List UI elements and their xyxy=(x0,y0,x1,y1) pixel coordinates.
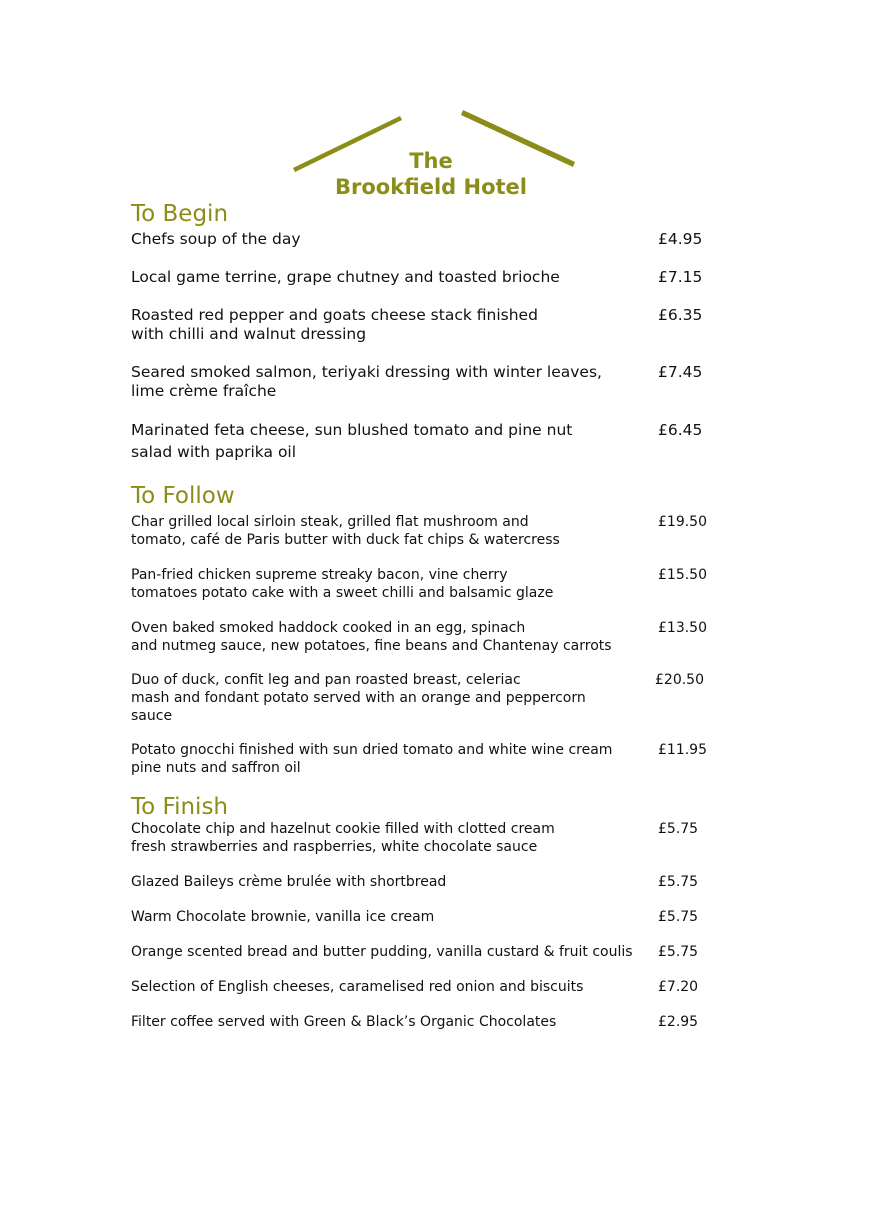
item-line: Pan-fried chicken supreme streaky bacon, vine cherry xyxy=(131,567,508,583)
item-line: Roasted red pepper and goats cheese stack finished xyxy=(131,306,538,324)
item-price: £2.95 xyxy=(658,1014,699,1030)
item-price: £11.95 xyxy=(658,742,707,758)
item-price: £5.75 xyxy=(658,874,699,890)
item-line: with chilli and walnut dressing xyxy=(131,325,367,343)
item-description xyxy=(131,908,641,926)
item-price: £4.95 xyxy=(658,230,703,248)
item-description xyxy=(131,619,641,655)
item-line: sauce xyxy=(131,708,173,724)
item-price: £13.50 xyxy=(658,620,707,636)
item-line: Filter coffee served with Green & Black’s Organic Chocolates xyxy=(131,1014,557,1030)
menu-item xyxy=(131,619,731,655)
item-price: £19.50 xyxy=(658,514,707,530)
menu-item xyxy=(131,908,731,926)
item-line: Oven baked smoked haddock cooked in an egg, spinach xyxy=(131,620,526,636)
item-description xyxy=(131,873,641,891)
item-description xyxy=(131,230,641,249)
item-price: £7.15 xyxy=(658,268,703,286)
item-price: £6.45 xyxy=(658,421,703,439)
item-price: £5.75 xyxy=(658,909,699,925)
hotel-name-line-2: Brookfield Hotel xyxy=(334,175,527,199)
item-description xyxy=(131,943,641,961)
item-line: mash and fondant potato served with an orange and peppercorn xyxy=(131,690,586,706)
item-line: fresh strawberries and raspberries, white chocolate sauce xyxy=(131,839,538,855)
item-price: £7.45 xyxy=(658,363,703,381)
item-line: tomato, café de Paris butter with duck fat chips & watercress xyxy=(131,532,560,548)
item-description xyxy=(131,978,641,996)
item-line: Potato gnocchi finished with sun dried tomato and white wine cream xyxy=(131,742,613,758)
item-description xyxy=(131,306,641,344)
item-description xyxy=(131,421,641,462)
menu-item xyxy=(131,230,731,249)
item-description xyxy=(131,671,641,725)
item-price: £15.50 xyxy=(658,567,707,583)
section-title-to-finish: To Finish xyxy=(131,794,228,820)
item-description xyxy=(131,363,641,401)
item-description xyxy=(131,741,641,777)
menu-item xyxy=(131,363,731,401)
item-description xyxy=(131,1013,641,1031)
item-line: Glazed Baileys crème brulée with shortbread xyxy=(131,874,447,890)
item-line: Char grilled local sirloin steak, grilled flat mushroom and xyxy=(131,514,529,530)
item-line: Duo of duck, confit leg and pan roasted breast, celeriac xyxy=(131,672,521,688)
menu-item xyxy=(131,306,731,344)
menu-item xyxy=(131,671,731,725)
item-line: salad with paprika oil xyxy=(131,443,297,461)
menu-item xyxy=(131,421,731,462)
item-line: Local game terrine, grape chutney and toasted brioche xyxy=(131,268,560,286)
item-price: £5.75 xyxy=(658,821,699,837)
menu-item xyxy=(131,566,731,602)
item-line: Marinated feta cheese, sun blushed tomato and pine nut xyxy=(131,421,573,439)
item-line: pine nuts and saffron oil xyxy=(131,760,301,776)
menu-item xyxy=(131,943,731,961)
item-line: lime crème fraîche xyxy=(131,382,277,400)
section-title-to-begin: To Begin xyxy=(131,201,229,227)
menu-item xyxy=(131,268,731,287)
item-line: and nutmeg sauce, new potatoes, fine beans and Chantenay carrots xyxy=(131,638,612,654)
menu-item xyxy=(131,820,731,856)
menu-item xyxy=(131,513,731,549)
item-description xyxy=(131,513,641,549)
menu-item xyxy=(131,741,731,777)
item-line: tomatoes potato cake with a sweet chilli and balsamic glaze xyxy=(131,585,554,601)
hotel-name-line-1: The xyxy=(409,149,453,173)
item-description xyxy=(131,820,641,856)
item-price: £5.75 xyxy=(658,944,699,960)
menu-item xyxy=(131,978,731,996)
item-line: Seared smoked salmon, teriyaki dressing with winter leaves, xyxy=(131,363,602,381)
menu-item xyxy=(131,1013,731,1031)
item-price: £6.35 xyxy=(658,306,703,324)
hotel-name xyxy=(300,148,562,200)
item-price: £7.20 xyxy=(658,979,699,995)
menu-item xyxy=(131,873,731,891)
item-line: Chocolate chip and hazelnut cookie filled with clotted cream xyxy=(131,821,555,837)
item-description xyxy=(131,566,641,602)
item-price: £20.50 xyxy=(655,672,704,688)
item-description xyxy=(131,268,641,287)
section-title-to-follow: To Follow xyxy=(131,483,235,509)
item-line: Chefs soup of the day xyxy=(131,230,301,248)
item-line: Warm Chocolate brownie, vanilla ice cream xyxy=(131,909,435,925)
item-line: Selection of English cheeses, caramelised red onion and biscuits xyxy=(131,979,584,995)
item-line: Orange scented bread and butter pudding, vanilla custard & fruit coulis xyxy=(131,944,633,960)
